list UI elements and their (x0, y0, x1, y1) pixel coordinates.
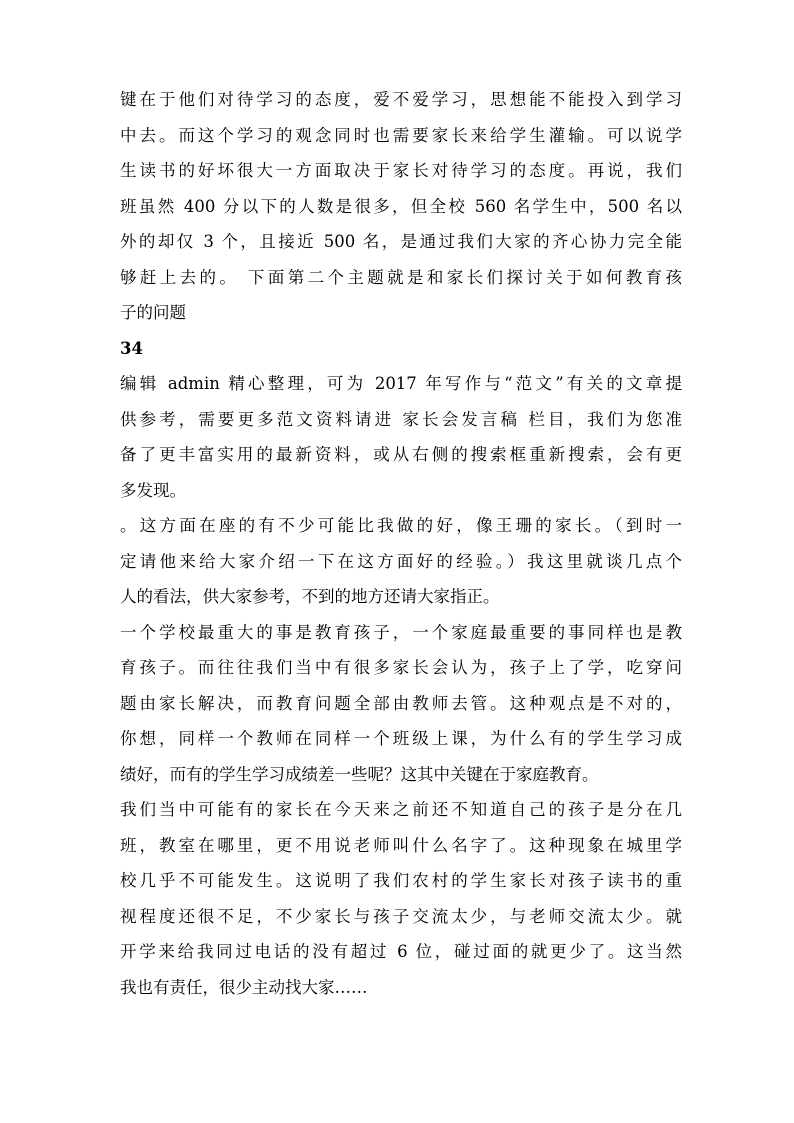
document-body (120, 82, 682, 1005)
text-line: 视程度还很不足，不少家长与孩子交流太少，与老师交流太少。就 (120, 906, 682, 926)
text-line: 备了更丰富实用的最新资料，或从右侧的搜索框重新搜索，会有更 (120, 445, 682, 464)
text-line: 定请他来给大家介绍一下在这方面好的经验。）我这里就谈几点个 (120, 551, 682, 571)
text-line: 我也有责任，很少主动找大家…… (120, 977, 368, 997)
text-line: 。这方面在座的有不少可能比我做的好，像王珊的家长。（到时一 (120, 516, 682, 535)
text-line: 我们当中可能有的家长在今天来之前还不知道自己的孩子是分在几 (120, 800, 682, 819)
text-line: 你想，同样一个教师在同样一个班级上课，为什么有的学生学习成 (120, 729, 682, 748)
text-line: 供参考，需要更多范文资料请进 家长会发言稿 栏目，我们为您准 (120, 409, 682, 429)
text-line: 育孩子。而往往我们当中有很多家长会认为，孩子上了学，吃穿问 (120, 658, 682, 677)
text-line: 班虽然 400 分以下的人数是很多，但全校 560 名学生中，500 名以 (120, 196, 682, 216)
text-line: 键在于他们对待学习的态度，爱不爱学习，思想能不能投入到学习 (120, 90, 682, 109)
text-line: 中去。而这个学习的观念同时也需要家长来给学生灌输。可以说学 (120, 125, 682, 145)
text-line: 生读书的好坏很大一方面取决于家长对待学习的态度。再说，我们 (120, 161, 682, 180)
text-line: 开学来给我同过电话的没有超过 6 位，碰过面的就更少了。这当然 (120, 942, 682, 961)
text-line: 校几乎不可能发生。这说明了我们农村的学生家长对孩子读书的重 (120, 871, 682, 890)
text-line: 人的看法，供大家参考，不到的地方还请大家指正。 (120, 587, 500, 606)
text-line: 题由家长解决，而教育问题全部由教师去管。这种观点是不对的， (120, 693, 682, 713)
text-line: 够赶上去的。 下面第二个主题就是和家长们探讨关于如何教育孩 (120, 267, 682, 287)
text-line: 绩好，而有的学生学习成绩差一些呢？这其中关键在于家庭教育。 (120, 764, 599, 784)
text-line: 外的却仅 3 个，且接近 500 名，是通过我们大家的齐心协力完全能 (120, 232, 682, 251)
text-line: 编辑 admin 精心整理，可为 2017 年写作与“范文”有关的文章提 (120, 374, 682, 393)
text-line: 一个学校最重大的事是教育孩子，一个家庭最重要的事同样也是教 (120, 622, 682, 642)
text-line: 子的问题 (120, 303, 186, 322)
text-line: 多发现。 (120, 480, 186, 500)
text-line: 班，教室在哪里，更不用说老师叫什么名字了。这种现象在城里学 (120, 835, 682, 855)
page-number: 34 (120, 338, 143, 358)
